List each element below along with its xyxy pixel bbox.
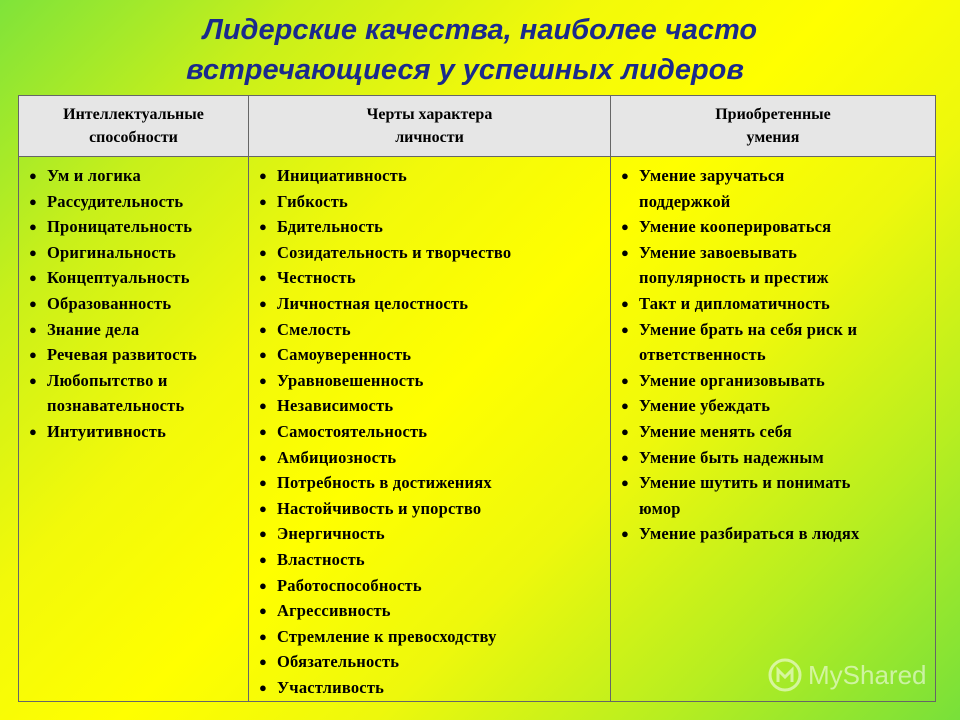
list-item-text: Личностная целостность <box>277 293 469 313</box>
list-item <box>253 317 606 343</box>
table-header-row <box>19 96 936 157</box>
bullet-icon: ● <box>259 168 268 183</box>
column-skills <box>611 157 936 702</box>
list-item <box>253 649 606 675</box>
table-body-row <box>19 157 936 702</box>
bullet-icon: ● <box>29 193 38 209</box>
bullet-icon: ● <box>621 295 630 311</box>
list-item <box>615 521 931 547</box>
list-item <box>615 163 931 214</box>
list-item-text: Смелость <box>277 319 351 339</box>
list-item <box>253 419 606 445</box>
bullet-icon: ● <box>29 244 38 260</box>
list-item-text: Умение завоевывать <box>639 242 797 262</box>
header-line: Приобретенные <box>715 106 831 123</box>
list-item <box>253 214 606 240</box>
bullet-icon: ● <box>621 219 630 235</box>
bullet-icon: ● <box>259 551 268 567</box>
list-item-text: Амбициозность <box>277 447 397 467</box>
list-item <box>253 521 606 547</box>
list-item <box>23 265 244 291</box>
list-item-text: Стремление к превосходству <box>277 626 497 646</box>
header-line: умения <box>746 129 800 146</box>
list-item <box>615 393 931 419</box>
list-item-text: Умение заручаться <box>639 166 785 185</box>
list-item-text: Умение организовывать <box>639 370 825 390</box>
bullet-icon: ● <box>259 219 268 235</box>
bullet-icon: ● <box>621 372 630 388</box>
list-item <box>23 317 244 343</box>
bullet-icon: ● <box>29 321 38 337</box>
bullet-icon: ● <box>259 526 268 542</box>
bullet-icon: ● <box>29 295 38 311</box>
bullet-icon: ● <box>621 321 630 337</box>
list-item-text: Самостоятельность <box>277 421 428 441</box>
watermark <box>768 655 927 695</box>
list-item-text: Энергичность <box>277 524 385 544</box>
list-item <box>253 265 606 291</box>
list-item-text: Умение менять себя <box>639 421 792 441</box>
list-item <box>23 368 244 419</box>
list-item-text: Умение брать на себя риск и <box>639 319 858 339</box>
bullet-icon: ● <box>259 654 268 670</box>
list-item-text: Рассудительность <box>47 191 184 211</box>
bullet-icon: ● <box>259 628 268 644</box>
list-item <box>253 189 606 215</box>
list-item-text: Самоуверенность <box>277 345 412 365</box>
title-line-1: Лидерские качества, наиболее часто <box>202 14 758 46</box>
list-item-text: Настойчивость и упорство <box>277 498 482 518</box>
bullet-icon: ● <box>259 270 268 286</box>
header-skills <box>611 96 936 157</box>
bullet-icon: ● <box>259 321 268 337</box>
list-item-text: Потребность в достижениях <box>277 473 492 493</box>
list-item <box>615 240 931 291</box>
bullet-icon: ● <box>259 577 268 593</box>
bullet-icon: ● <box>621 244 630 260</box>
list-item <box>615 470 931 521</box>
list-item <box>253 368 606 394</box>
list-item <box>615 419 931 445</box>
bullet-icon: ● <box>259 372 268 388</box>
bullet-icon: ● <box>29 372 38 388</box>
list-item-text: Независимость <box>277 396 394 416</box>
list-item <box>23 240 244 266</box>
list-item-text: Умение быть надежным <box>639 447 824 467</box>
list-item-text: Умение кооперироваться <box>639 217 832 237</box>
list-item <box>23 342 244 368</box>
list-item <box>253 598 606 624</box>
list-item <box>23 291 244 317</box>
list-item <box>253 547 606 573</box>
slide-title <box>0 10 960 90</box>
list-item <box>253 470 606 496</box>
qualities-table <box>18 95 936 702</box>
bullet-icon: ● <box>29 270 38 286</box>
list-item <box>253 393 606 419</box>
title-line-2: встречающиеся у успешных лидеров <box>186 54 744 86</box>
list-item-text: Такт и дипломатичность <box>639 293 830 313</box>
bullet-icon: ● <box>29 168 38 183</box>
list-item-text: Работоспособность <box>277 575 422 595</box>
bullet-list <box>23 163 244 445</box>
list-item-text: Гибкость <box>277 191 348 211</box>
column-intellectual <box>19 157 249 702</box>
bullet-icon: ● <box>259 679 268 695</box>
list-item-text: Речевая развитость <box>47 345 197 365</box>
bullet-icon: ● <box>259 475 268 491</box>
bullet-icon: ● <box>29 423 38 439</box>
list-item-text: Концептуальность <box>47 268 190 288</box>
bullet-icon: ● <box>621 475 630 491</box>
bullet-icon: ● <box>29 347 38 363</box>
list-item-text: Интуитивность <box>47 421 167 441</box>
list-item-text: Образованность <box>47 293 172 313</box>
list-item-text: ответственность <box>639 345 766 365</box>
list-item-text: познавательность <box>47 396 185 416</box>
bullet-icon: ● <box>621 423 630 439</box>
list-item-text: Властность <box>277 549 365 569</box>
list-item-text: Уравновешенность <box>277 370 424 390</box>
list-item <box>615 445 931 471</box>
bullet-icon: ● <box>259 449 268 465</box>
bullet-icon: ● <box>259 193 268 209</box>
list-item <box>253 291 606 317</box>
list-item-text: Участливость <box>277 677 385 697</box>
bullet-icon: ● <box>29 219 38 235</box>
bullet-icon: ● <box>259 347 268 363</box>
list-item-text: Инициативность <box>277 166 407 185</box>
list-item <box>615 214 931 240</box>
list-item <box>23 163 244 189</box>
list-item <box>253 240 606 266</box>
list-item <box>615 291 931 317</box>
list-item <box>253 496 606 522</box>
bullet-icon: ● <box>259 295 268 311</box>
header-line: Интеллектуальные <box>63 106 204 123</box>
list-item <box>23 214 244 240</box>
list-item-text: Созидательность и творчество <box>277 242 512 262</box>
list-item <box>253 163 606 189</box>
bullet-icon: ● <box>259 500 268 516</box>
list-item-text: Умение шутить и понимать <box>639 473 851 493</box>
list-item <box>253 573 606 599</box>
bullet-icon: ● <box>259 423 268 439</box>
list-item <box>615 317 931 368</box>
bullet-icon: ● <box>621 398 630 414</box>
list-item <box>253 342 606 368</box>
bullet-list <box>253 163 606 700</box>
list-item <box>23 189 244 215</box>
column-character <box>249 157 611 702</box>
bullet-icon: ● <box>621 449 630 465</box>
list-item-text: Честность <box>277 268 356 288</box>
bullet-list <box>615 163 931 547</box>
list-item-text: Умение убеждать <box>639 396 771 416</box>
bullet-icon: ● <box>259 603 268 619</box>
list-item-text: Агрессивность <box>277 601 391 621</box>
list-item <box>253 675 606 701</box>
list-item-text: Умение разбираться в людях <box>639 524 860 544</box>
list-item <box>615 368 931 394</box>
list-item-text: популярность и престиж <box>639 268 829 288</box>
list-item <box>23 419 244 445</box>
list-item-text: Проницательность <box>47 217 193 237</box>
list-item-text: Бдительность <box>277 217 384 237</box>
bullet-icon: ● <box>259 398 268 414</box>
bullet-icon: ● <box>259 244 268 260</box>
list-item-text: Обязательность <box>277 652 400 672</box>
list-item-text: Оригинальность <box>47 242 177 262</box>
list-item-text: Знание дела <box>47 319 140 339</box>
bullet-icon: ● <box>621 526 630 542</box>
myshared-logo-icon <box>768 658 802 692</box>
bullet-icon: ● <box>621 168 630 183</box>
watermark-text: MyShared <box>808 659 927 690</box>
list-item-text: поддержкой <box>639 191 731 211</box>
header-intellectual <box>19 96 249 157</box>
header-line: Черты характера <box>366 106 493 123</box>
header-line: личности <box>395 129 464 146</box>
list-item <box>253 445 606 471</box>
list-item-text: Любопытство и <box>47 370 168 390</box>
list-item-text: юмор <box>639 498 681 518</box>
header-line: способности <box>89 129 178 146</box>
list-item <box>253 624 606 650</box>
header-character <box>249 96 611 157</box>
list-item-text: Ум и логика <box>47 166 141 185</box>
